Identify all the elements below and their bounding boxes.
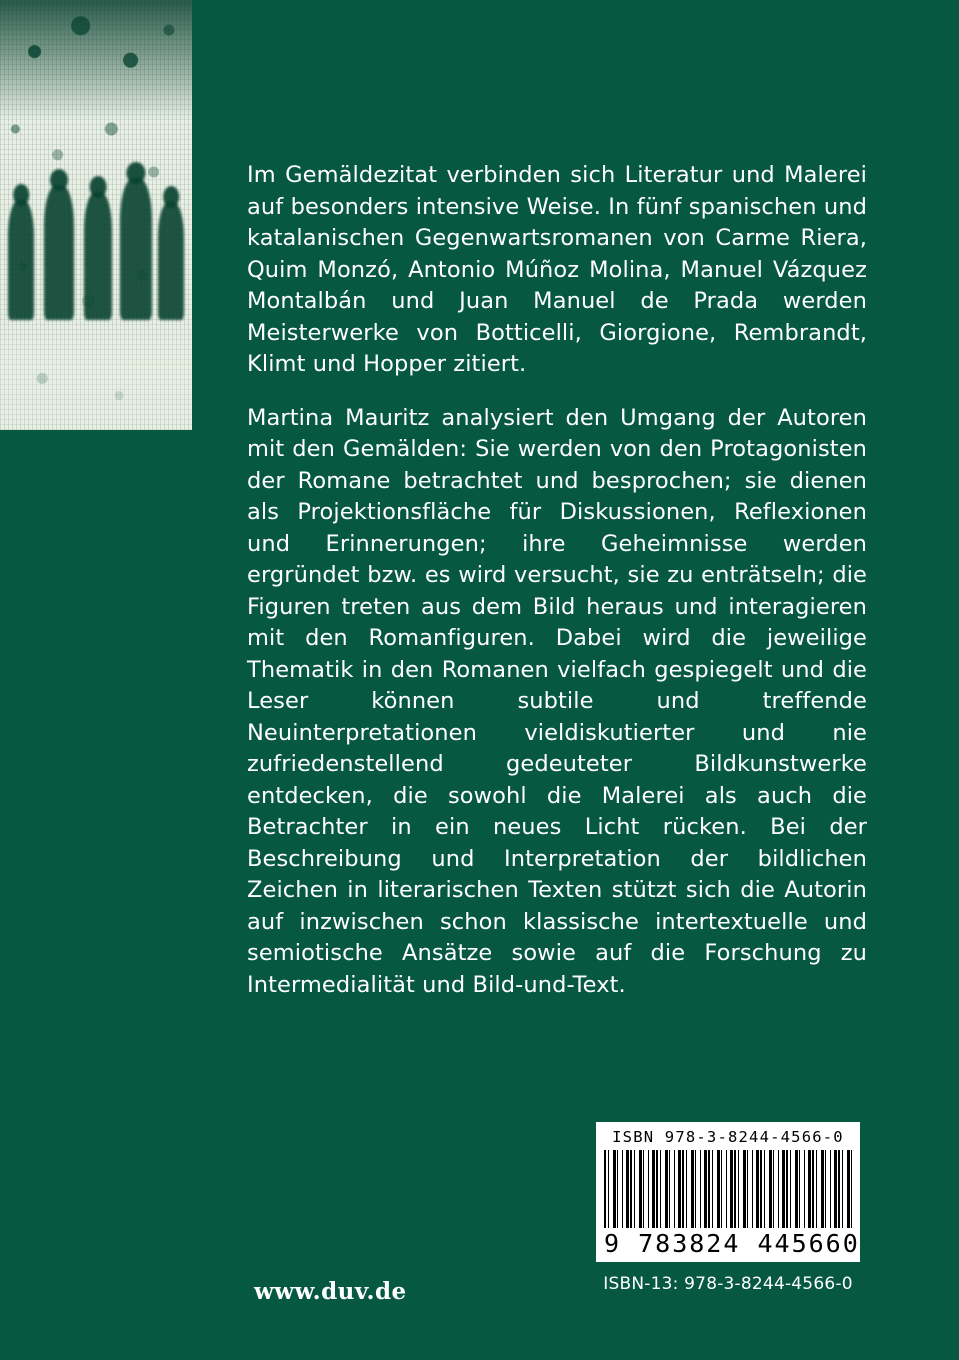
blurb-text-block (247, 160, 867, 1001)
barcode-card (596, 1122, 860, 1262)
photo-bottom-fade (0, 320, 192, 430)
photo-figure (8, 200, 34, 320)
cover-photograph (0, 0, 192, 430)
photo-dark-top (0, 0, 192, 120)
barcode-block (596, 1122, 860, 1294)
photo-figure (84, 192, 112, 320)
barcode-digits: 9 783824 445660 (604, 1229, 860, 1258)
photo-figure (158, 202, 184, 320)
blurb-paragraph-2: Martina Mauritz analysiert den Umgang der Autoren mit den Gemälden: Sie werden von den Protagonisten der Romane betrachtet und besprochen; sie dienen als Projektionsfläche für Diskussionen, Reflexionen und Erinnerungen; ihre Geheimnisse werden ergründet bzw. es wird versucht, sie zu enträtseln; die Figuren treten aus dem Bild heraus und interagieren mit den Romanfiguren. Dabei wird die jeweilige Thematik in den Romanen vielfach gespiegelt und die Leser können subtile und treffende Neuinterpretationen vieldiskutierter und nie zufriedenstellend gedeuteter Bildkunstwerke entdecken, die sowohl die Malerei als auch die Betrachter in ein neues Licht rücken. Bei der Beschreibung und Interpretation der bildlichen Zeichen in literarischen Texten stützt sich die Autorin auf inzwischen schon klassische intertextuelle und semiotische Ansätze sowie auf die Forschung zu Intermedialität und Bild-und-Text. (247, 404, 867, 998)
photo-figure (120, 178, 152, 320)
photo-figures-group (0, 120, 192, 320)
photo-figure (44, 185, 74, 320)
isbn13-caption: ISBN-13: 978-3-8244-4566-0 (603, 1274, 853, 1294)
publisher-url[interactable]: www.duv.de (254, 1278, 407, 1305)
blurb-paragraph-1: Im Gemäldezitat verbinden sich Literatur und Malerei auf besonders intensive Weise. In fünf spanischen und katalanischen Gegenwartsromanen von Carme Riera, Quim Monzó, Antonio Múñoz Molina, Manuel Vázquez Montalbán und Juan Manuel de Prada werden Meisterwerke von Botticelli, Giorgione, Rembrandt, Klimt und Hopper zitiert. (247, 162, 867, 377)
barcode-bars (604, 1150, 852, 1228)
barcode-isbn-label: ISBN 978-3-8244-4566-0 (612, 1128, 844, 1146)
